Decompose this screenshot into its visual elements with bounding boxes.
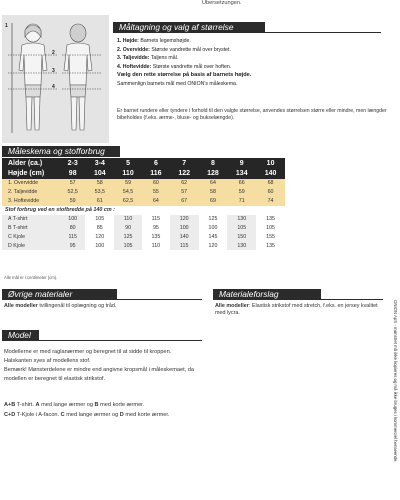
model-paragraph-2: Bemærk! Mønsterdelene er mindre end angivne kropsmål i måleskemaet, da modellen er beregnet til elastisk strikstof. xyxy=(4,367,194,382)
material-suggestion-title: Materialeforslag xyxy=(219,289,279,299)
table-row: B T-shirt 80 85 90 95 100 100 105 105 xyxy=(2,223,285,232)
model-cd-text: C+D T-Kjole i A-facon. C med lange ærmer og D med korte ærmer. xyxy=(4,412,170,418)
measure-item-hip: 4. Hoftevidde: Største vandrette mål over hoften. xyxy=(117,63,232,70)
other-materials-title: Øvrige materialer xyxy=(8,289,73,299)
choose-size-text: Vælg den rette størrelse på basis af barnets højde. xyxy=(117,72,252,79)
marker-1: 1 xyxy=(5,23,8,29)
size-table xyxy=(2,158,285,250)
measure-item-waist: 3. Taljevidde: Taljens mål. xyxy=(117,55,179,62)
material-suggestion-text: Alle modeller: Elastisk strikstof med stretch, f.eks. en jersey kvalitet med lycra. xyxy=(215,303,378,317)
model-ab-text: A+B T-shirt. A med lange ærmer og B med korte ærmer. xyxy=(4,402,145,408)
other-materials-text: Alle modeller tvillingenål til oplægning og tråd. xyxy=(4,303,117,309)
table-row: 2. Taljevidde 52,5 53,5 54,5 55 57 58 59 60 xyxy=(2,188,285,197)
table-section-header xyxy=(2,146,120,157)
model-paragraph-1: Modellerne er med raglanærmer og beregnet til at sidde til kroppen. Halskanten syes af modellens stof. xyxy=(4,349,172,364)
measure-item-chest: 2. Overvidde: Største vandrette mål over brystet. xyxy=(117,46,231,53)
table-row: 3. Hoftevidde 59 61 62,5 64 67 69 71 74 xyxy=(2,197,285,206)
copyright-side-text: ONION ApS - mønstret må ikke kopieres og må ikke bruges i kommerciel henseende. xyxy=(393,300,398,463)
marker-3: 3 xyxy=(52,68,55,74)
compare-text: Sammenlign barnets mål med ONION's måleskema. xyxy=(117,80,238,87)
table-row-age: Alder (ca.) 2-3 3-4 5 6 7 8 9 10 xyxy=(2,158,285,169)
children-illustration xyxy=(2,15,109,143)
size-advice-text: Er barnet rundere eller tyndere i forhold til den valgte størrelse, anvendes størrelsen større eller mindre, men længder bibeholdes (f.eks. ærme-, bluse- og bukselængde). xyxy=(117,108,387,122)
measure-section-title: Måltagning og valg af størrelse xyxy=(119,22,234,32)
marker-4: 4 xyxy=(52,84,55,90)
measure-list xyxy=(117,37,387,89)
marker-2: 2 xyxy=(52,50,55,56)
table-row: D Kjole 95 100 105 110 115 120 130 135 xyxy=(2,241,285,250)
top-text: Ubersetzungen. xyxy=(202,0,242,6)
table-row: A T-shirt 100 105 110 115 120 125 130 135 xyxy=(2,215,285,224)
measure-item-height: 1. Højde: Barnets legemshøjde. xyxy=(117,38,191,44)
table-note: Alle mål er i centimeter (cm). xyxy=(4,275,58,280)
fabric-heading-row: Stof forbrug ved en stofbredde på 140 cm : xyxy=(5,207,115,214)
body-measurement-figure xyxy=(2,15,109,143)
table-row: 1. Overvidde 57 58 59 60 62 64 66 68 xyxy=(2,179,285,188)
model-title: Model xyxy=(8,330,31,340)
table-section-title: Måleskema og stofforbrug xyxy=(8,146,105,156)
table-row-height: Højde (cm) 98 104 110 116 122 128 134 140 xyxy=(2,169,285,180)
table-row: C Kjole 115 120 125 135 140 145 150 155 xyxy=(2,232,285,241)
